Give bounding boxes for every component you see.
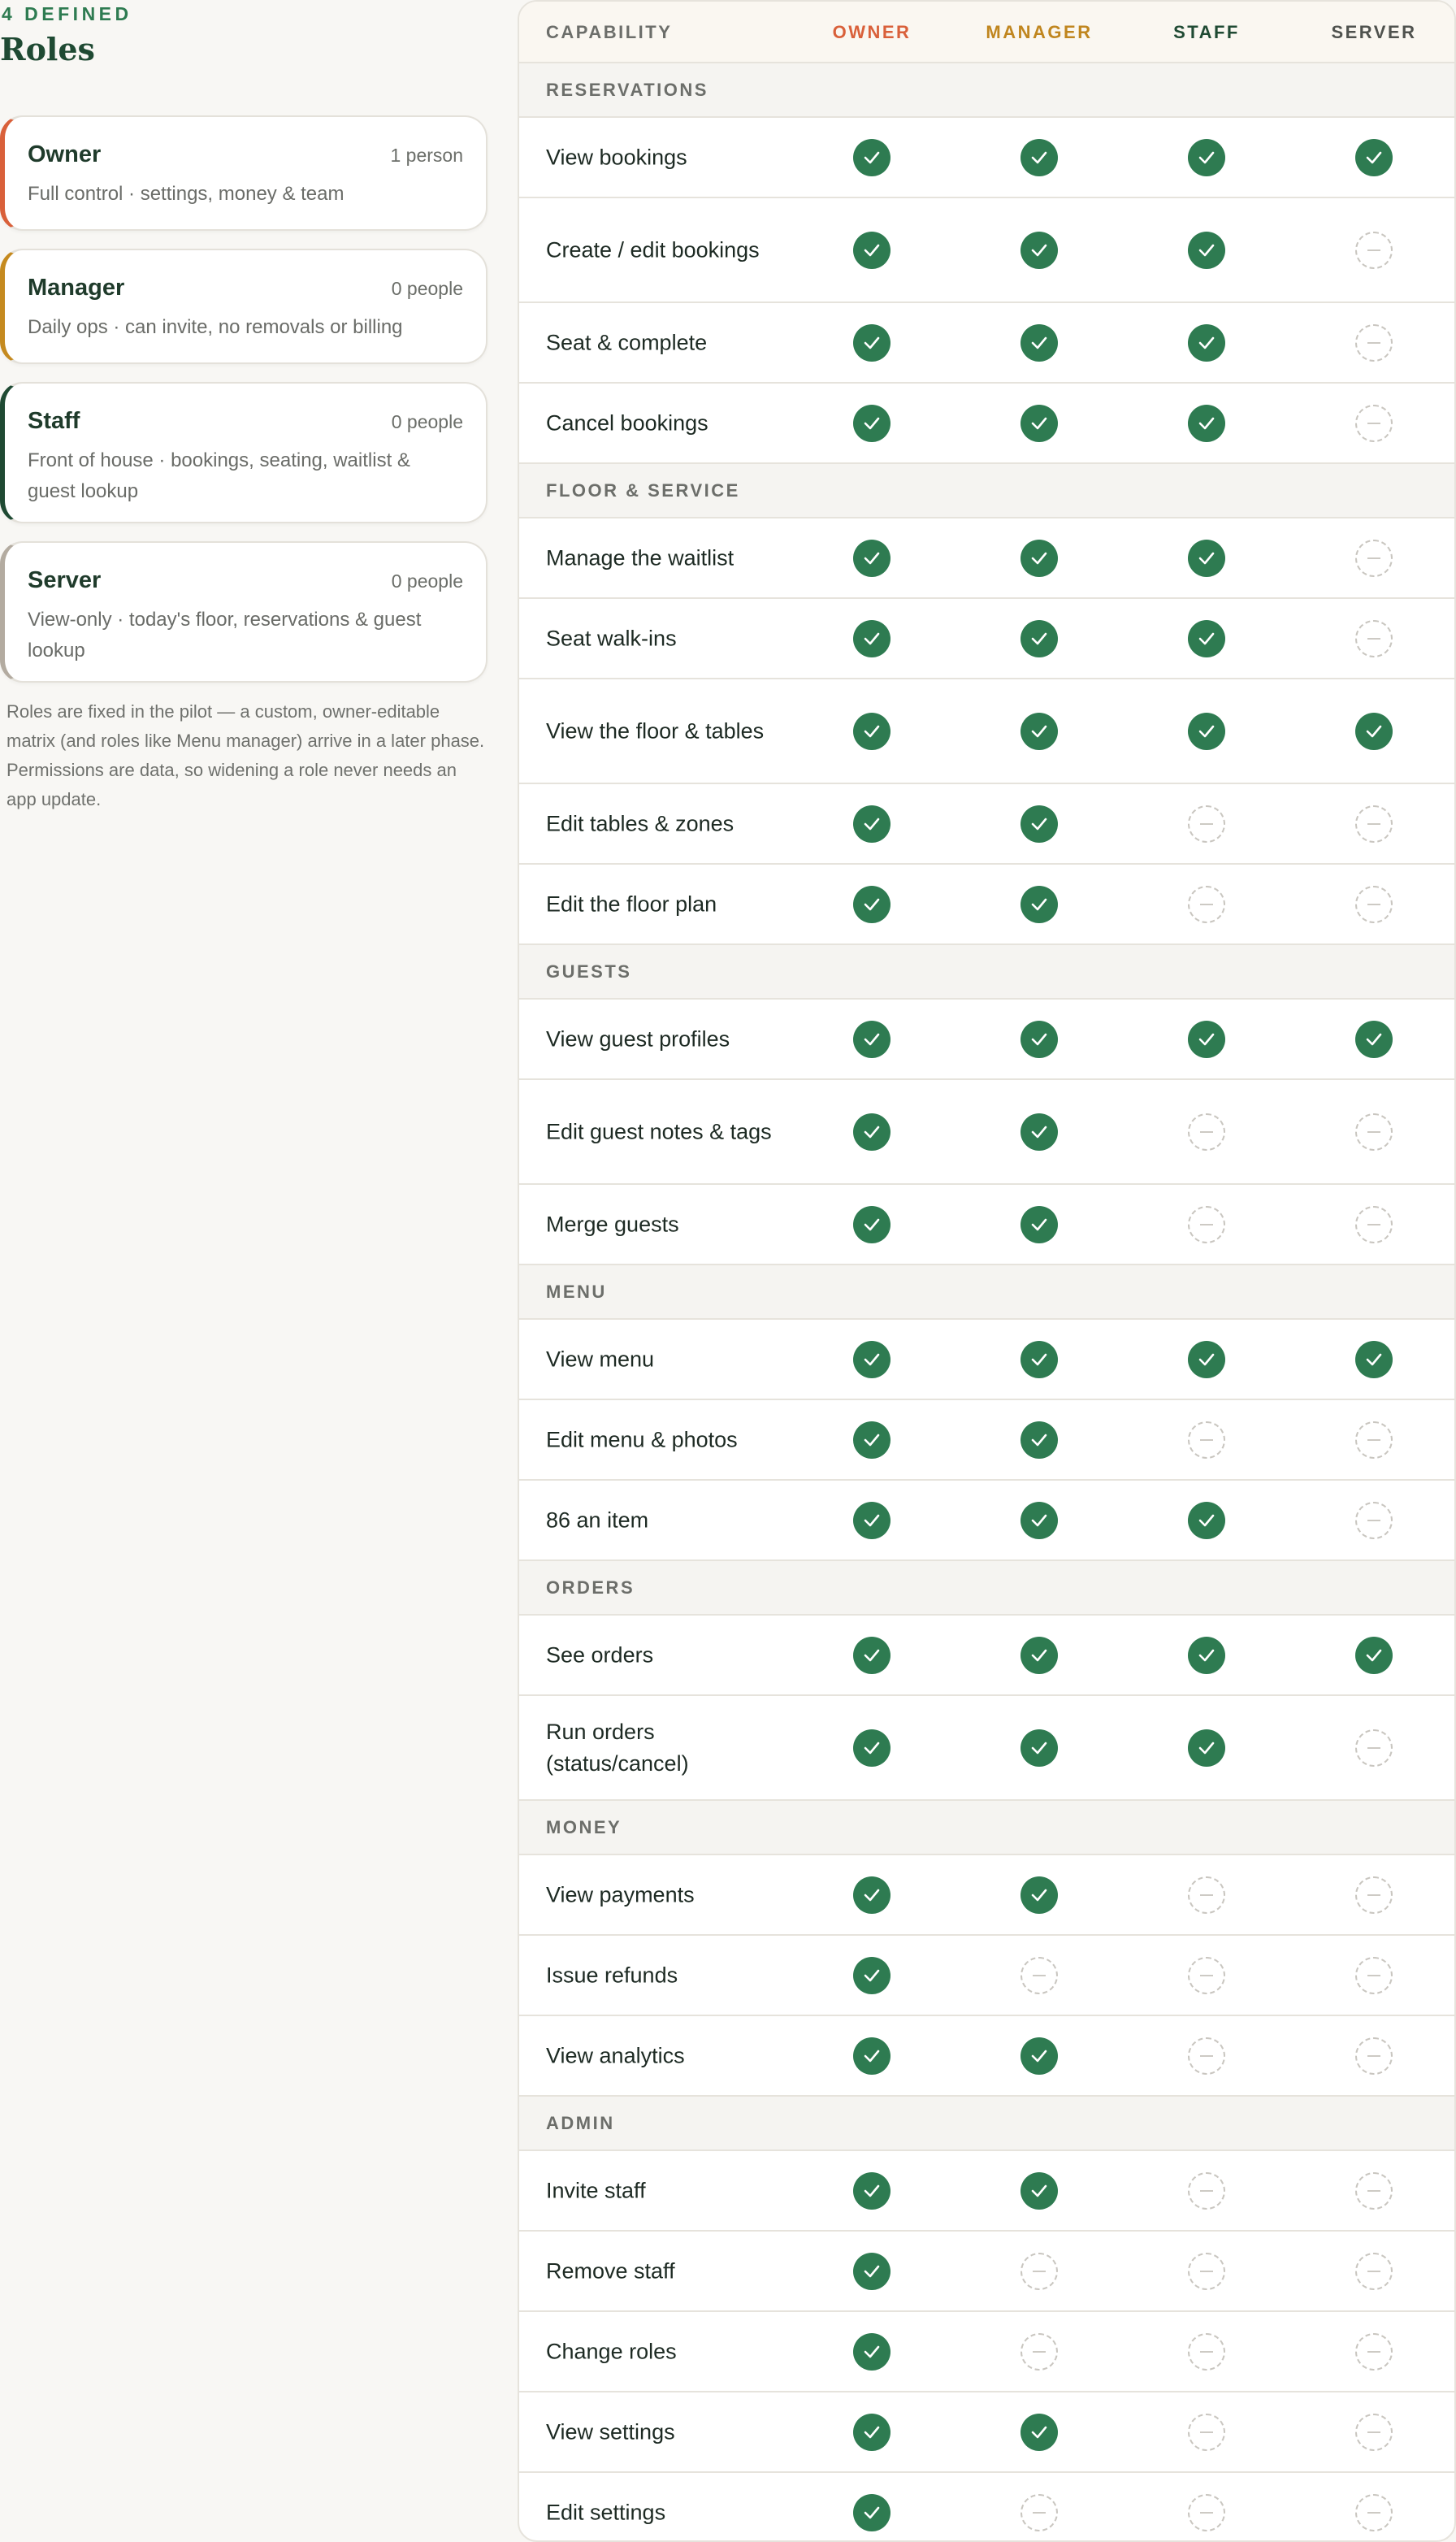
permission-denied-icon bbox=[1355, 1206, 1393, 1243]
permission-granted-icon bbox=[853, 620, 890, 657]
capability-row bbox=[519, 2016, 1454, 2097]
capability-label: Cancel bookings bbox=[546, 410, 708, 435]
capability-label: Seat walk-ins bbox=[546, 626, 677, 650]
permission-denied-icon bbox=[1188, 2253, 1225, 2290]
permissions-matrix bbox=[518, 0, 1456, 2542]
page-title: Roles bbox=[0, 31, 95, 67]
permission-granted-icon bbox=[1020, 232, 1058, 269]
permission-denied-icon bbox=[1355, 1957, 1393, 1994]
capability-label: See orders bbox=[546, 1642, 654, 1667]
permission-denied-icon bbox=[1188, 1876, 1225, 1914]
capability-label: Invite staff bbox=[546, 2178, 646, 2202]
column-header-staff: STAFF bbox=[1173, 22, 1240, 42]
section-label: MENU bbox=[546, 1281, 607, 1302]
permission-denied-icon bbox=[1020, 2253, 1058, 2290]
permission-denied-icon bbox=[1188, 2037, 1225, 2075]
permission-denied-icon bbox=[1188, 886, 1225, 923]
permission-granted-icon bbox=[1020, 1729, 1058, 1767]
capability-row bbox=[519, 198, 1454, 303]
capability-row bbox=[519, 2232, 1454, 2312]
capability-row bbox=[519, 1000, 1454, 1080]
permission-granted-icon bbox=[1020, 886, 1058, 923]
permission-denied-icon bbox=[1355, 1502, 1393, 1539]
permission-granted-icon bbox=[853, 324, 890, 362]
role-description: Front of house · bookings, seating, waitlist & guest lookup bbox=[28, 449, 410, 502]
permission-granted-icon bbox=[1355, 713, 1393, 750]
permission-granted-icon bbox=[853, 405, 890, 442]
permission-granted-icon bbox=[853, 1637, 890, 1674]
matrix-header bbox=[519, 2, 1454, 63]
roles-footnote: Roles are fixed in the pilot — a custom, owner-editable matrix (and roles like Menu manager) arrive in a later phase. Permissions are data, so widening a role never needs an app update. bbox=[6, 701, 485, 809]
permission-denied-icon bbox=[1188, 1957, 1225, 1994]
capability-row bbox=[519, 118, 1454, 198]
capability-label: Edit menu & photos bbox=[546, 1427, 738, 1451]
section-admin bbox=[519, 2097, 1454, 2151]
capability-row bbox=[519, 303, 1454, 384]
role-card-owner[interactable] bbox=[0, 115, 488, 231]
permission-denied-icon bbox=[1188, 1113, 1225, 1151]
permission-granted-icon bbox=[853, 1021, 890, 1058]
permission-granted-icon bbox=[1355, 139, 1393, 176]
permission-denied-icon bbox=[1355, 2037, 1393, 2075]
column-header-server: SERVER bbox=[1331, 22, 1417, 42]
permission-granted-icon bbox=[1020, 2037, 1058, 2075]
permission-granted-icon bbox=[853, 713, 890, 750]
permission-denied-icon bbox=[1355, 620, 1393, 657]
permission-granted-icon bbox=[1020, 324, 1058, 362]
permission-granted-icon bbox=[853, 1341, 890, 1378]
capability-label: View guest profiles bbox=[546, 1026, 730, 1051]
permission-granted-icon bbox=[853, 232, 890, 269]
permission-granted-icon bbox=[1020, 1876, 1058, 1914]
capability-row bbox=[519, 679, 1454, 784]
capability-row bbox=[519, 1320, 1454, 1400]
permission-denied-icon bbox=[1020, 2333, 1058, 2371]
capability-label: Seat & complete bbox=[546, 330, 708, 354]
permission-granted-icon bbox=[1355, 1021, 1393, 1058]
capability-row bbox=[519, 1936, 1454, 2016]
column-header-manager: MANAGER bbox=[986, 22, 1093, 42]
permission-denied-icon bbox=[1020, 2494, 1058, 2531]
permission-granted-icon bbox=[1188, 1021, 1225, 1058]
permission-granted-icon bbox=[853, 2253, 890, 2290]
permission-denied-icon bbox=[1355, 886, 1393, 923]
permission-denied-icon bbox=[1355, 2414, 1393, 2451]
permission-granted-icon bbox=[1188, 1341, 1225, 1378]
capability-label: Edit tables & zones bbox=[546, 811, 734, 835]
permission-denied-icon bbox=[1188, 2333, 1225, 2371]
permission-denied-icon bbox=[1355, 2333, 1393, 2371]
capability-label: Edit settings bbox=[546, 2500, 666, 2524]
role-description: View-only · today's floor, reservations & guest lookup bbox=[28, 609, 422, 662]
permission-granted-icon bbox=[1355, 1637, 1393, 1674]
permission-granted-icon bbox=[1020, 1502, 1058, 1539]
section-label: ORDERS bbox=[546, 1577, 635, 1598]
capability-row bbox=[519, 1481, 1454, 1561]
permission-granted-icon bbox=[1188, 405, 1225, 442]
section-orders bbox=[519, 1561, 1454, 1616]
permission-granted-icon bbox=[1020, 1113, 1058, 1151]
capability-column-header: CAPABILITY bbox=[546, 22, 673, 42]
permission-denied-icon bbox=[1188, 2494, 1225, 2531]
permission-denied-icon bbox=[1188, 2414, 1225, 2451]
permission-granted-icon bbox=[853, 1729, 890, 1767]
permission-granted-icon bbox=[1188, 324, 1225, 362]
permission-denied-icon bbox=[1355, 405, 1393, 442]
capability-label: View the floor & tables bbox=[546, 718, 765, 743]
permission-granted-icon bbox=[853, 886, 890, 923]
capability-row bbox=[519, 2151, 1454, 2232]
section-label: ADMIN bbox=[546, 2112, 615, 2133]
capability-row bbox=[519, 1855, 1454, 1936]
capability-row bbox=[519, 1696, 1454, 1801]
permission-granted-icon bbox=[853, 1876, 890, 1914]
permission-granted-icon bbox=[1188, 713, 1225, 750]
permission-denied-icon bbox=[1188, 1206, 1225, 1243]
capability-label: Create / edit bookings bbox=[546, 237, 760, 262]
permission-granted-icon bbox=[1188, 1729, 1225, 1767]
section-floor-service bbox=[519, 464, 1454, 518]
role-name: Staff bbox=[28, 408, 80, 434]
permission-granted-icon bbox=[1020, 2414, 1058, 2451]
permission-granted-icon bbox=[1020, 1421, 1058, 1459]
permission-granted-icon bbox=[1020, 405, 1058, 442]
permission-granted-icon bbox=[853, 2494, 890, 2531]
permission-granted-icon bbox=[1020, 540, 1058, 577]
permission-denied-icon bbox=[1355, 2172, 1393, 2210]
capability-row bbox=[519, 1616, 1454, 1696]
permission-denied-icon bbox=[1188, 805, 1225, 843]
permission-denied-icon bbox=[1020, 1957, 1058, 1994]
capability-label: View analytics bbox=[546, 2043, 685, 2067]
permission-granted-icon bbox=[1188, 1637, 1225, 1674]
capability-label: Issue refunds bbox=[546, 1963, 678, 1987]
permission-granted-icon bbox=[853, 805, 890, 843]
section-guests bbox=[519, 945, 1454, 1000]
permission-granted-icon bbox=[1188, 540, 1225, 577]
capability-row bbox=[519, 865, 1454, 945]
permission-denied-icon bbox=[1188, 2172, 1225, 2210]
permission-granted-icon bbox=[853, 1113, 890, 1151]
column-header-owner: OWNER bbox=[832, 22, 912, 42]
permission-granted-icon bbox=[1020, 2172, 1058, 2210]
section-money bbox=[519, 1801, 1454, 1855]
role-description: Full control · settings, money & team bbox=[28, 183, 344, 205]
permission-granted-icon bbox=[1020, 139, 1058, 176]
permission-denied-icon bbox=[1355, 805, 1393, 843]
section-label: MONEY bbox=[546, 1816, 622, 1837]
role-name: Server bbox=[28, 567, 102, 593]
permission-granted-icon bbox=[1188, 139, 1225, 176]
permission-denied-icon bbox=[1188, 1421, 1225, 1459]
permission-granted-icon bbox=[1020, 805, 1058, 843]
permission-granted-icon bbox=[853, 2414, 890, 2451]
capability-label: Manage the waitlist bbox=[546, 545, 734, 570]
permission-granted-icon bbox=[1020, 1021, 1058, 1058]
capability-label: View settings bbox=[546, 2419, 675, 2444]
permission-granted-icon bbox=[1020, 620, 1058, 657]
permission-granted-icon bbox=[853, 2037, 890, 2075]
capability-row bbox=[519, 784, 1454, 865]
permission-granted-icon bbox=[1188, 620, 1225, 657]
permission-denied-icon bbox=[1355, 1113, 1393, 1151]
permission-granted-icon bbox=[853, 1421, 890, 1459]
permission-granted-icon bbox=[853, 2333, 890, 2371]
permission-granted-icon bbox=[1355, 1341, 1393, 1378]
capability-label: View bookings bbox=[546, 145, 687, 169]
permission-granted-icon bbox=[853, 1206, 890, 1243]
permission-granted-icon bbox=[1020, 1637, 1058, 1674]
role-description: Daily ops · can invite, no removals or billing bbox=[28, 316, 403, 338]
role-member-count: 0 people bbox=[391, 411, 463, 432]
capability-label: View payments bbox=[546, 1882, 695, 1906]
section-label: FLOOR & SERVICE bbox=[546, 479, 740, 501]
capability-label: 86 an item bbox=[546, 1507, 649, 1532]
section-menu bbox=[519, 1265, 1454, 1320]
capability-row bbox=[519, 599, 1454, 679]
permission-denied-icon bbox=[1355, 2494, 1393, 2531]
capability-row bbox=[519, 518, 1454, 599]
permission-denied-icon bbox=[1355, 2253, 1393, 2290]
permission-granted-icon bbox=[853, 1957, 890, 1994]
permission-granted-icon bbox=[1020, 1206, 1058, 1243]
section-label: GUESTS bbox=[546, 961, 632, 982]
capability-row bbox=[519, 384, 1454, 464]
capability-row bbox=[519, 1400, 1454, 1481]
capability-label: Merge guests bbox=[546, 1212, 679, 1236]
permission-granted-icon bbox=[1020, 1341, 1058, 1378]
permission-denied-icon bbox=[1355, 540, 1393, 577]
permission-denied-icon bbox=[1355, 1421, 1393, 1459]
capability-label: View menu bbox=[546, 1347, 655, 1371]
permission-denied-icon bbox=[1355, 1729, 1393, 1767]
role-card-server[interactable] bbox=[0, 541, 488, 683]
capability-label: Run orders (status/cancel) bbox=[546, 1719, 689, 1776]
permission-granted-icon bbox=[1188, 232, 1225, 269]
capability-row bbox=[519, 2473, 1454, 2542]
capability-row bbox=[519, 1185, 1454, 1265]
capability-row bbox=[519, 2392, 1454, 2473]
permission-granted-icon bbox=[1188, 1502, 1225, 1539]
role-member-count: 1 person bbox=[390, 145, 463, 166]
permission-granted-icon bbox=[853, 1502, 890, 1539]
capability-label: Change roles bbox=[546, 2339, 677, 2363]
role-member-count: 0 people bbox=[391, 278, 463, 299]
role-card-staff[interactable] bbox=[0, 382, 488, 523]
permission-denied-icon bbox=[1355, 324, 1393, 362]
capability-row bbox=[519, 1080, 1454, 1185]
permission-denied-icon bbox=[1355, 232, 1393, 269]
capability-label: Remove staff bbox=[546, 2258, 675, 2283]
role-name: Owner bbox=[28, 141, 102, 167]
permission-granted-icon bbox=[853, 540, 890, 577]
permission-granted-icon bbox=[1020, 713, 1058, 750]
role-name: Manager bbox=[28, 275, 125, 301]
capability-label: Edit guest notes & tags bbox=[546, 1119, 772, 1143]
section-reservations bbox=[519, 63, 1454, 118]
permission-granted-icon bbox=[853, 139, 890, 176]
capability-row bbox=[519, 2312, 1454, 2392]
section-label: RESERVATIONS bbox=[546, 79, 708, 100]
roles-count-eyebrow: 4 DEFINED bbox=[2, 3, 132, 24]
permission-granted-icon bbox=[853, 2172, 890, 2210]
capability-label: Edit the floor plan bbox=[546, 891, 717, 916]
role-member-count: 0 people bbox=[391, 570, 463, 592]
permission-denied-icon bbox=[1355, 1876, 1393, 1914]
role-card-manager[interactable] bbox=[0, 249, 488, 364]
